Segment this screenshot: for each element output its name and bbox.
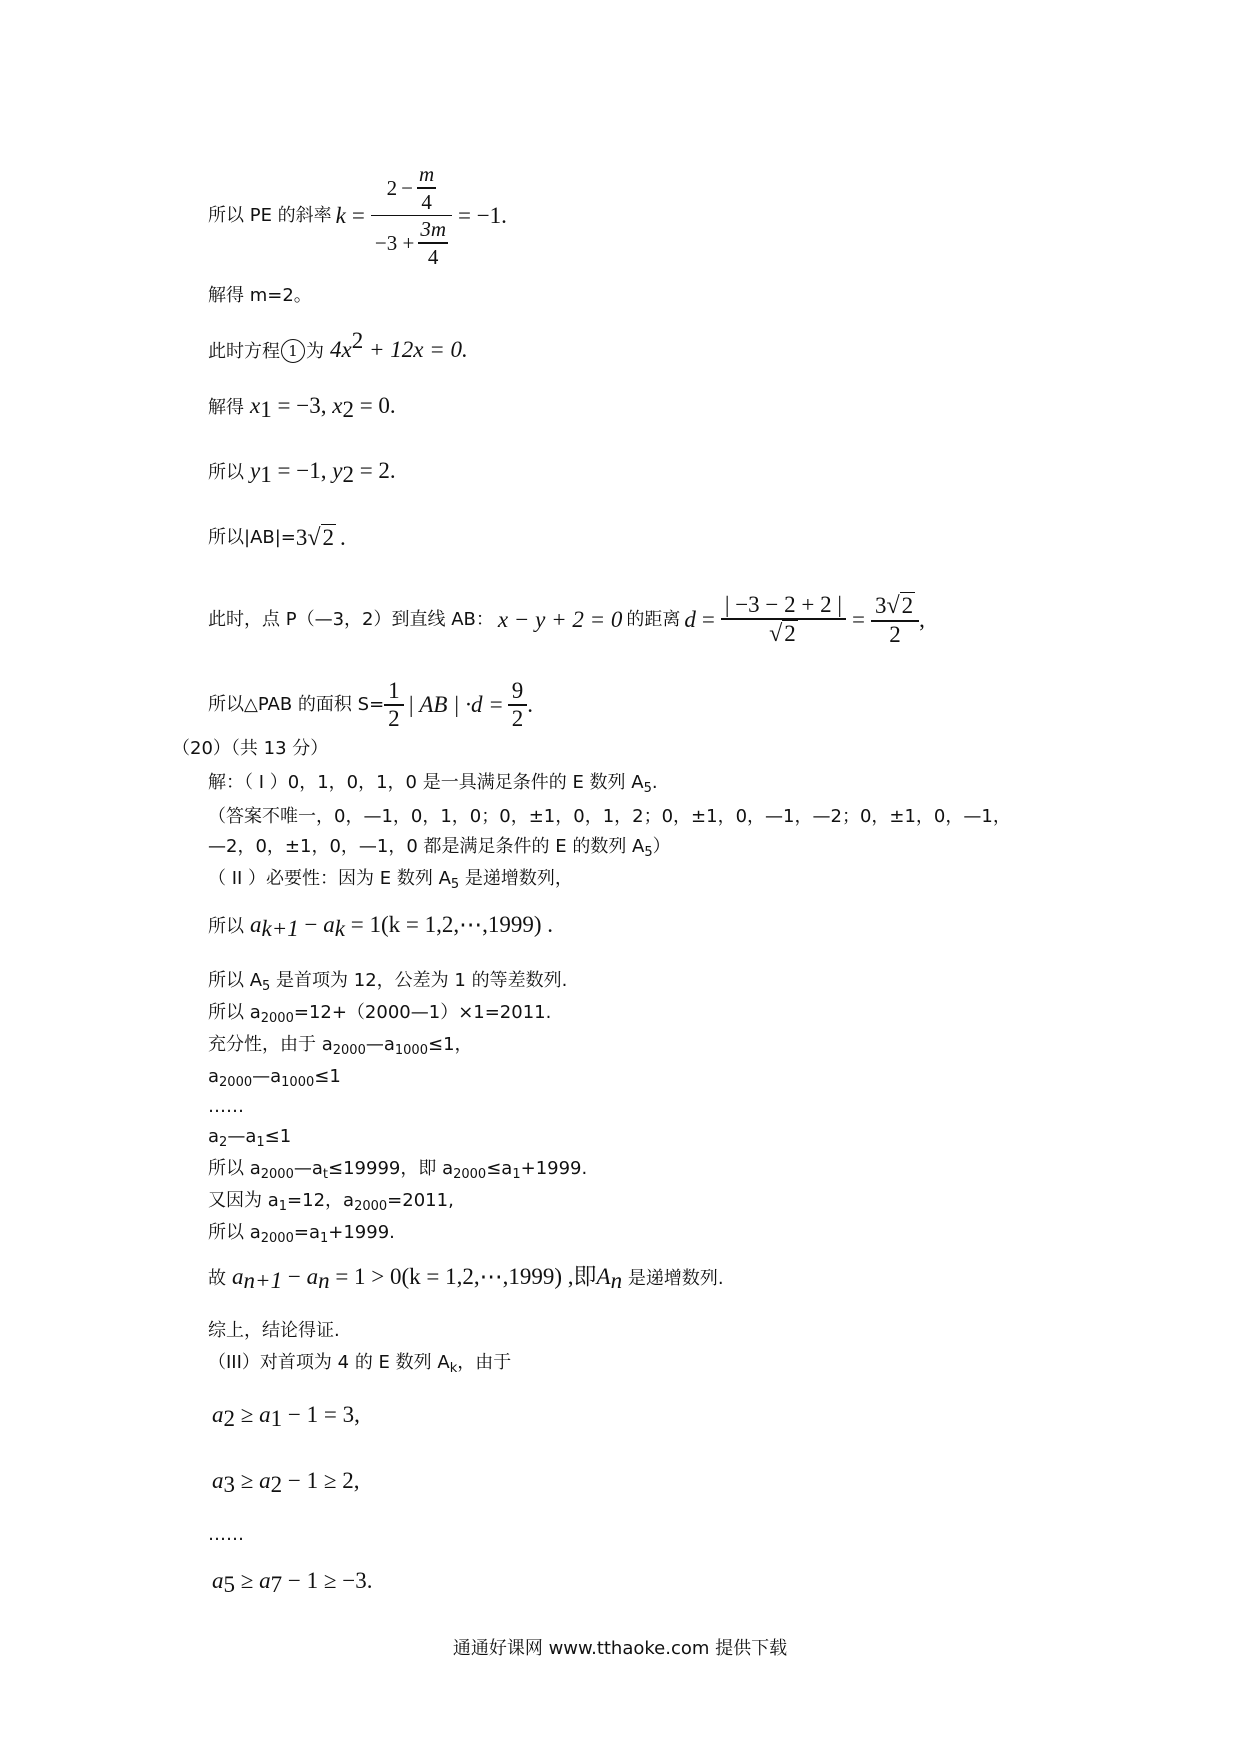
y1-sub: 1 (260, 462, 272, 487)
part-1-sub: 5 (643, 781, 652, 796)
solve-m-line: 解得 m=2。 (208, 285, 312, 306)
sum-sub3: 2000 (453, 1167, 487, 1182)
ab-length-line (208, 524, 346, 552)
a2b-var: a (259, 1468, 271, 1493)
a5-var: a (212, 1568, 224, 1593)
part-1-text: 解：（ I ）0，1，0，1，0 是一具满足条件的 E 数列 A (208, 772, 644, 793)
sum-mid: —a (293, 1158, 323, 1179)
answer-note-line-1: （答案不唯一，0，—1，0，1，0；0，±1，0，1，2；0，±1，0，—1，—2；0，±1，0，—1， (208, 806, 1011, 827)
ineq1-pre: a (208, 1066, 220, 1087)
suff-sub2: 1000 (394, 1043, 428, 1058)
y2-sub: 2 (342, 462, 354, 487)
equality-end: +1999. (328, 1222, 395, 1243)
a7-sub: 7 (270, 1572, 283, 1597)
y1-var: y (250, 458, 261, 483)
ab-coef: 3 (295, 525, 308, 550)
sum-mid3: ≤a (486, 1158, 513, 1179)
slope-num-four: 4 (421, 189, 432, 214)
a1-sub: 1 (270, 1406, 283, 1431)
sum-sub2: t (322, 1167, 328, 1182)
radicand: 2 (901, 593, 914, 619)
given-end: =2011, (387, 1190, 454, 1211)
y2-value: = 2. (353, 458, 396, 483)
circled-number: 1 (281, 339, 305, 363)
ineq1-mid: —a (252, 1066, 282, 1087)
ab-prefix: 所以|AB|= (208, 527, 296, 548)
equation-mid: 为 (306, 341, 324, 362)
slope-denominator (371, 216, 452, 270)
sum-end: +1999. (520, 1158, 588, 1179)
ak-var: a (323, 912, 335, 937)
a3-var: a (212, 1468, 224, 1493)
part-2-sub: 5 (450, 877, 460, 892)
given-mid: =12，a (287, 1190, 355, 1211)
equality-sub2: 1 (319, 1231, 329, 1246)
page-footer: 通通好课网 www.tthaoke.com 提供下载 (452, 1638, 788, 1659)
conclusion-rest: = 1 > 0(k = 1,2,⋯,1999) ,即 (329, 1264, 597, 1289)
suff-pre: 充分性，由于 a (208, 1034, 333, 1055)
a2-var: a (212, 1402, 224, 1427)
conclusion-formula-line (208, 1264, 724, 1294)
a2-inequality (212, 1402, 360, 1432)
equality-pre: 所以 a (208, 1222, 261, 1243)
distance-denominator (765, 620, 802, 648)
ak-sub: k (334, 916, 345, 941)
line-ab-equation: x − y + 2 = 0 (497, 607, 623, 632)
slope-den-left: −3 + (374, 231, 415, 256)
x1-var: x (250, 393, 261, 418)
a3-mid: ≥ (235, 1468, 260, 1493)
distance-result-numerator (871, 592, 919, 620)
question-20-header: （20）（共 13 分） (172, 738, 329, 759)
area-result-numerator: 9 (511, 678, 524, 704)
answer-note-end: ） (652, 836, 671, 857)
a1-var: a (259, 1402, 271, 1427)
y1-value: = −1, (271, 458, 333, 483)
equality-line (208, 1220, 395, 1252)
equation-prefix: 此时方程 (208, 341, 280, 362)
conclusion-prefix: 故 (208, 1268, 226, 1289)
part-3-text: （III）对首项为 4 的 E 数列 A (208, 1352, 450, 1373)
ineq1-sub1: 2000 (219, 1075, 253, 1090)
solve-y-line (208, 458, 396, 488)
slope-fraction (371, 161, 452, 270)
a7-var: a (259, 1568, 271, 1593)
distance-prefix: 此时，点 P（—3，2）到直线 AB： (208, 609, 494, 630)
difference-prefix: 所以 (208, 916, 244, 937)
difference-line (208, 912, 553, 942)
area-line (208, 670, 533, 740)
given-sub1: 1 (278, 1199, 288, 1214)
difference-minus: − (298, 912, 324, 937)
an-var: a (306, 1264, 319, 1289)
distance-result-denominator: 2 (889, 621, 901, 647)
a2-mid: ≥ (235, 1402, 260, 1427)
slope-den-four: 4 (427, 244, 439, 269)
ineq2-end: ≤1 (264, 1126, 292, 1147)
radicand: 2 (784, 620, 796, 646)
slope-num-inner-fraction (417, 161, 436, 215)
part-3-line (208, 1350, 511, 1382)
ineq1-end: ≤1 (314, 1066, 341, 1087)
part-1-line (208, 770, 658, 802)
arith-sub: 5 (262, 979, 271, 994)
sum-sub1: 2000 (260, 1167, 294, 1182)
radical-sign: √ (886, 593, 900, 620)
a5-mid: ≥ (235, 1568, 260, 1593)
sum-inequality-line (208, 1156, 587, 1188)
sqrt-2 (886, 592, 915, 620)
slope-k: k (335, 202, 346, 228)
answer-note-line-2 (208, 834, 671, 866)
a5-inequality (212, 1568, 372, 1598)
a2-end: − 1 = 3, (282, 1402, 360, 1427)
ak1-var: a (250, 912, 262, 937)
an1-sub: n+1 (243, 1268, 283, 1293)
slope-line (208, 148, 507, 283)
distance-line (208, 582, 925, 658)
equality-mid: =a (293, 1222, 320, 1243)
part-2-end: 是递增数列， (459, 868, 573, 889)
a2000-line (208, 1000, 551, 1032)
ineq2-mid: —a (227, 1126, 257, 1147)
slope-den-inner-fraction (418, 216, 448, 270)
ellipsis-1: …… (208, 1096, 244, 1117)
ineq2-sub2: 1 (256, 1135, 265, 1150)
half-numerator: 1 (388, 678, 400, 704)
ak1-sub: k+1 (261, 916, 299, 941)
y2-var: y (332, 458, 343, 483)
suff-mid: —a (365, 1034, 395, 1055)
solve-x-prefix: 解得 (208, 397, 244, 418)
radical-sign: √ (769, 620, 783, 647)
half-fraction (384, 678, 404, 732)
An-var: A (596, 1264, 611, 1289)
sufficiency-line (208, 1032, 473, 1064)
x2-value: = 0. (353, 393, 396, 418)
a2000-sub: 2000 (260, 1011, 294, 1026)
area-mid: | AB | ·d = (407, 692, 504, 717)
ellipsis-2: …… (208, 1524, 244, 1545)
a2000-end: =12+（2000—1）×1=2011. (293, 1002, 552, 1023)
ab-end: . (340, 525, 346, 550)
an-sub: n (318, 1268, 330, 1293)
slope-eq: = (351, 202, 365, 228)
part-2-line (208, 866, 573, 898)
slope-den-3m: 3m (420, 217, 446, 242)
conclusion-end: 是递增数列. (622, 1268, 724, 1289)
arith-end: 是首项为 12，公差为 1 的等差数列. (270, 970, 568, 991)
inequality-line-1 (208, 1064, 341, 1096)
arithmetic-seq-line (208, 968, 567, 1000)
solve-x-line (208, 393, 396, 423)
radicand: 2 (322, 525, 335, 550)
a3-inequality (212, 1468, 359, 1498)
distance-eq2: = (851, 607, 865, 632)
x1-sub: 1 (260, 397, 272, 422)
area-result-denominator: 2 (511, 705, 524, 731)
ineq1-sub2: 1000 (281, 1075, 315, 1090)
x2-sub: 2 (342, 397, 354, 422)
slope-numerator (383, 161, 441, 215)
sqrt-2 (769, 620, 798, 648)
part-3-sub: k (449, 1361, 458, 1376)
equality-sub1: 2000 (260, 1231, 294, 1246)
summary-line: 综上，结论得证. (208, 1320, 340, 1341)
radical-sign: √ (307, 525, 321, 551)
a3-end: − 1 ≥ 2, (282, 1468, 360, 1493)
distance-result-fraction (871, 592, 919, 648)
slope-prefix: 所以 PE 的斜率 (208, 204, 332, 226)
distance-mid: 的距离 (626, 609, 681, 630)
answer-note-text: —2，0，±1，0，—1，0 都是满足条件的 E 的数列 A (208, 836, 645, 857)
part-2-text: （ II ）必要性：因为 E 数列 A (208, 868, 451, 889)
solve-y-prefix: 所以 (208, 462, 244, 483)
slope-num-m: m (419, 162, 435, 187)
result-coef: 3 (874, 593, 887, 619)
given-pre: 又因为 a (208, 1190, 279, 1211)
x2-var: x (332, 393, 343, 418)
sum-sub4: 1 (512, 1167, 521, 1182)
conclusion-minus: − (282, 1264, 307, 1289)
sum-pre: 所以 a (208, 1158, 261, 1179)
a5-sub: 5 (223, 1572, 235, 1597)
ineq2-sub1: 2 (219, 1135, 228, 1150)
half-denominator: 2 (388, 705, 400, 731)
difference-rest: = 1(k = 1,2,⋯,1999) . (344, 912, 553, 937)
given-sub2: 2000 (354, 1199, 388, 1214)
distance-eq: = (701, 607, 715, 632)
sqrt-2 (307, 524, 336, 552)
part-3-end: ，由于 (457, 1352, 512, 1373)
sum-mid2: ≤19999，即 a (328, 1158, 454, 1179)
a2-sub: 2 (223, 1406, 235, 1431)
x1-value: = −3, (271, 393, 333, 418)
arith-text: 所以 A (208, 970, 263, 991)
equation-exp: 2 (351, 328, 364, 353)
a3-sub: 3 (223, 1472, 235, 1497)
slope-num-two: 2 (386, 175, 398, 200)
suff-end: ≤1， (427, 1034, 473, 1055)
equation-4x: 4x (330, 337, 352, 362)
an1-var: a (232, 1264, 244, 1289)
slope-result: = −1. (457, 202, 507, 228)
area-result-fraction (508, 678, 528, 732)
An-sub: n (610, 1268, 623, 1293)
equation-line (208, 328, 468, 365)
distance-fraction (721, 592, 846, 648)
a5-end: − 1 ≥ −3. (282, 1568, 373, 1593)
distance-d: d (684, 607, 696, 632)
given-values-line (208, 1188, 454, 1220)
distance-numerator: | −3 − 2 + 2 | (724, 592, 842, 618)
a2b-sub: 2 (270, 1472, 283, 1497)
slope-num-minus: − (401, 175, 414, 200)
area-prefix: 所以△PAB 的面积 S= (208, 694, 385, 715)
part-1-end: . (651, 772, 658, 793)
inequality-line-2 (208, 1124, 291, 1156)
equation-rest: + 12x = 0. (363, 337, 468, 362)
ineq2-pre: a (208, 1126, 220, 1147)
answer-note-sub: 5 (644, 845, 653, 860)
a2000-pre: 所以 a (208, 1002, 261, 1023)
suff-sub1: 2000 (332, 1043, 366, 1058)
area-end: . (527, 692, 534, 717)
distance-end: , (919, 607, 925, 632)
